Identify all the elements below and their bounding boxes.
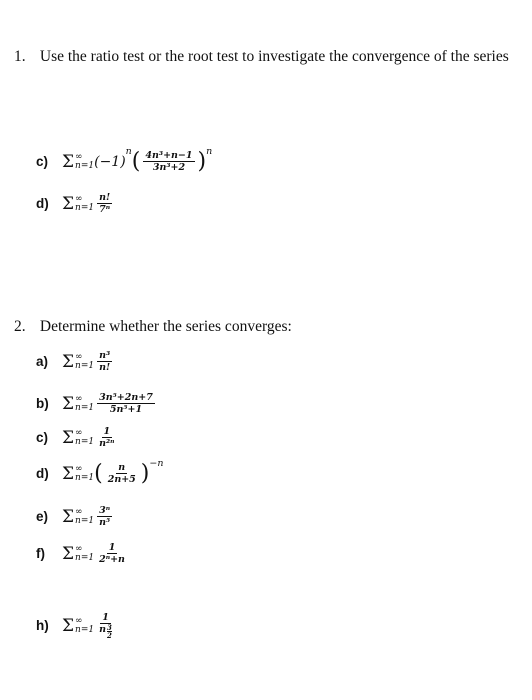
fraction: $\frac{n}{2n+5}$: [107, 462, 136, 485]
sigma-symbol: Σ ∞ n=1: [62, 463, 95, 484]
question-text: Determine whether the series converges:: [39, 318, 292, 335]
fraction: $\frac{1}{\text{2ⁿ+n}}$: [99, 542, 125, 565]
sigma-symbol: Σ ∞ n=1: [62, 543, 95, 564]
question-text: Use the ratio test or the root test to investigate the convergence of the series: [39, 48, 509, 65]
item-label: c): [36, 430, 49, 445]
fraction: $\frac{n!}{\text{7ⁿ}}$: [99, 192, 111, 215]
series-item-1d: [36, 192, 115, 215]
fraction: $\frac{\text{3ⁿ}}{\text{n⁵}}$: [99, 505, 111, 528]
series-item-2a: [36, 350, 115, 373]
series-item-2h: [36, 612, 117, 639]
item-label: d): [36, 196, 49, 211]
series-item-2c: [36, 426, 120, 449]
question-number: 2.: [14, 318, 26, 335]
sigma-symbol: Σ ∞ n=1: [62, 193, 95, 214]
item-label: c): [36, 154, 49, 169]
item-label: d): [36, 466, 49, 481]
series-item-2e: [36, 505, 115, 528]
question-1: [14, 48, 509, 66]
item-label: f): [36, 546, 45, 561]
series-item-1c: c) Σ ∞ n=1 (−1) n ( $\frac{\text{4n³+n−1}}{\text{3n³+2}}$ ) n: [36, 146, 213, 174]
series-item-2f: [36, 542, 130, 565]
series-item-2b: [36, 392, 158, 415]
sigma-symbol: Σ ∞ n=1: [62, 151, 95, 172]
series-item-2d: d) Σ ∞ n=1 ( $\frac{n}{2n+5}$ ) −n: [36, 458, 164, 486]
sigma-symbol: Σ ∞ n=1: [62, 393, 95, 414]
sigma-symbol: Σ ∞ n=1: [62, 506, 95, 527]
fraction: $\frac{\text{n³}}{n!}$: [99, 350, 111, 373]
fraction: $\frac{\text{3n⁵+2n+7}}{\text{5n⁵+1}}$: [99, 392, 153, 415]
question-number: 1.: [14, 48, 26, 65]
sigma-symbol: Σ ∞ n=1: [62, 351, 95, 372]
fraction: 1 n 3 2: [99, 612, 112, 640]
item-label: h): [36, 618, 49, 633]
item-label: a): [36, 354, 49, 369]
sign-factor: (−1): [94, 153, 126, 170]
item-label: b): [36, 396, 49, 411]
question-2: [14, 318, 292, 336]
item-label: e): [36, 509, 49, 524]
fraction: $\frac{\text{4n³+n−1}}{\text{3n³+2}}$: [145, 150, 193, 173]
sigma-symbol: Σ ∞ n=1: [62, 615, 95, 636]
fraction: $\frac{1}{\text{n²ⁿ}}$: [99, 426, 115, 449]
sigma-symbol: Σ ∞ n=1: [62, 427, 95, 448]
